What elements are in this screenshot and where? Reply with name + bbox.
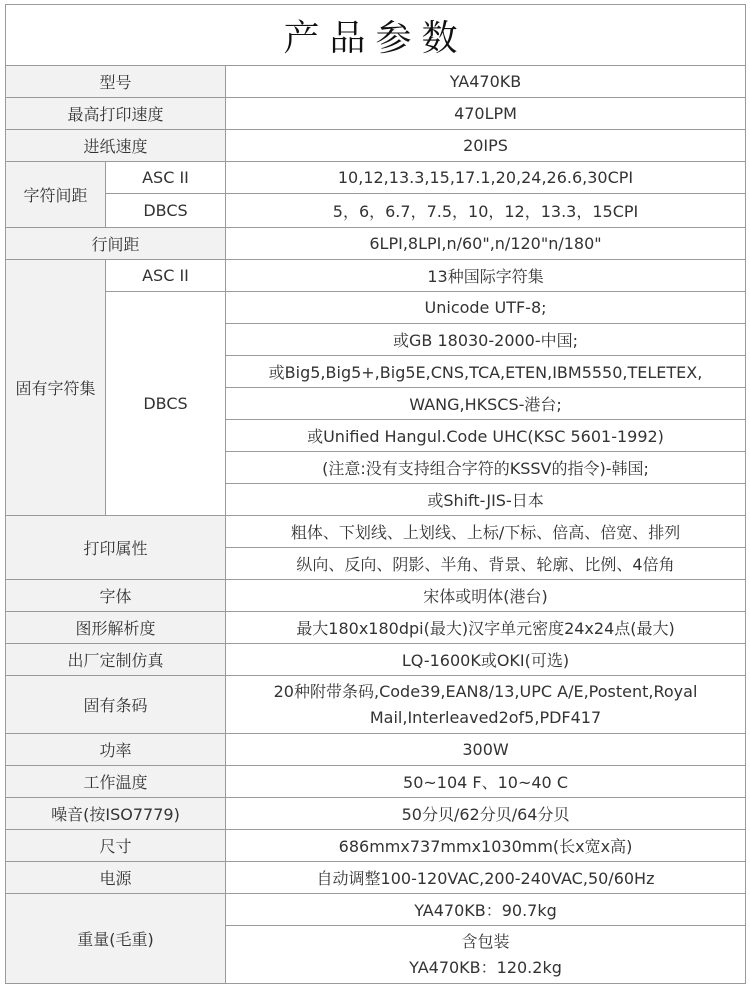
- barcode-label: 固有条码: [6, 676, 226, 734]
- size-value: 686mmx737mmx1030mm(长x宽x高): [226, 830, 746, 862]
- print-attr-label: 打印属性: [6, 516, 226, 580]
- feed-speed-value: 20IPS: [226, 130, 746, 162]
- noise-value: 50分贝/62分贝/64分贝: [226, 798, 746, 830]
- spec-table: [5, 4, 746, 984]
- row-barcode: [6, 676, 746, 734]
- emulation-label: 出厂定制仿真: [6, 644, 226, 676]
- feed-speed-label: 进纸速度: [6, 130, 226, 162]
- print-attr-value: 纵向、反向、阴影、半角、背景、轮廓、比例、4倍角: [226, 548, 746, 580]
- model-label: 型号: [6, 66, 226, 98]
- charset-asc-value: 13种国际字符集: [226, 260, 746, 292]
- charset-dbcs-label: DBCS: [106, 292, 226, 516]
- barcode-value-line: 20种附带条码,Code39,EAN8/13,UPC A/E,Postent,Royal: [273, 681, 698, 701]
- row-max-speed: [6, 98, 746, 130]
- line-spacing-label: 行间距: [6, 228, 226, 260]
- weight-packed-value: [226, 926, 746, 984]
- charset-dbcs-value: WANG,HKSCS-港台;: [226, 388, 746, 420]
- char-pitch-dbcs-label: DBCS: [106, 194, 226, 228]
- weight-label: 重量(毛重): [6, 894, 226, 984]
- charset-dbcs-value: 或GB 18030-2000-中国;: [226, 324, 746, 356]
- weight-packed-line: 含包装: [461, 931, 510, 951]
- row-line-spacing: [6, 228, 746, 260]
- font-label: 字体: [6, 580, 226, 612]
- barcode-value: [226, 676, 746, 734]
- model-value: YA470KB: [226, 66, 746, 98]
- max-speed-value: 470LPM: [226, 98, 746, 130]
- charset-dbcs-value: (注意:没有支持组合字符的KSSV的指令)-韩国;: [226, 452, 746, 484]
- row-resolution: [6, 612, 746, 644]
- char-pitch-label: 字符间距: [6, 162, 106, 228]
- row-charset-asc: [6, 260, 746, 292]
- weight-value: YA470KB：90.7kg: [226, 894, 746, 926]
- row-weight-1: [6, 894, 746, 926]
- row-font: [6, 580, 746, 612]
- weight-packed-line: YA470KB：120.2kg: [409, 957, 562, 977]
- row-char-pitch-dbcs: [6, 194, 746, 228]
- row-char-pitch-asc: [6, 162, 746, 194]
- print-attr-value: 粗体、下划线、上划线、上标/下标、倍高、倍宽、排列: [226, 516, 746, 548]
- max-speed-label: 最高打印速度: [6, 98, 226, 130]
- charset-label: 固有字符集: [6, 260, 106, 516]
- font-value: 宋体或明体(港台): [226, 580, 746, 612]
- temp-value: 50~104 F、10~40 C: [226, 766, 746, 798]
- power-value: 300W: [226, 734, 746, 766]
- temp-label: 工作温度: [6, 766, 226, 798]
- barcode-value-line: Mail,Interleaved2of5,PDF417: [369, 707, 602, 727]
- charset-dbcs-value: 或Big5,Big5+,Big5E,CNS,TCA,ETEN,IBM5550,TELETEX,: [226, 356, 746, 388]
- charset-asc-label: ASC II: [106, 260, 226, 292]
- char-pitch-asc-value: 10,12,13.3,15,17.1,20,24,26.6,30CPI: [226, 162, 746, 194]
- row-charset-dbcs-1: [6, 292, 746, 324]
- resolution-value: 最大180x180dpi(最大)汉字单元密度24x24点(最大): [226, 612, 746, 644]
- spec-sheet: [5, 4, 745, 984]
- resolution-label: 图形解析度: [6, 612, 226, 644]
- row-print-attr-1: [6, 516, 746, 548]
- row-model: [6, 66, 746, 98]
- size-label: 尺寸: [6, 830, 226, 862]
- emulation-value: LQ-1600K或OKI(可选): [226, 644, 746, 676]
- row-feed-speed: [6, 130, 746, 162]
- page-title: 产品参数: [6, 5, 746, 66]
- charset-dbcs-value: 或Unified Hangul.Code UHC(KSC 5601-1992): [226, 420, 746, 452]
- supply-label: 电源: [6, 862, 226, 894]
- row-supply: [6, 862, 746, 894]
- row-temp: [6, 766, 746, 798]
- char-pitch-dbcs-value: 5，6，6.7，7.5，10，12，13.3，15CPI: [226, 194, 746, 228]
- noise-label: 噪音(按ISO7779): [6, 798, 226, 830]
- row-emulation: [6, 644, 746, 676]
- row-power: [6, 734, 746, 766]
- power-label: 功率: [6, 734, 226, 766]
- supply-value: 自动调整100-120VAC,200-240VAC,50/60Hz: [226, 862, 746, 894]
- charset-dbcs-value: 或Shift-JIS-日本: [226, 484, 746, 516]
- char-pitch-asc-label: ASC II: [106, 162, 226, 194]
- charset-dbcs-value: Unicode UTF-8;: [226, 292, 746, 324]
- row-size: [6, 830, 746, 862]
- row-noise: [6, 798, 746, 830]
- line-spacing-value: 6LPI,8LPI,n/60",n/120"n/180": [226, 228, 746, 260]
